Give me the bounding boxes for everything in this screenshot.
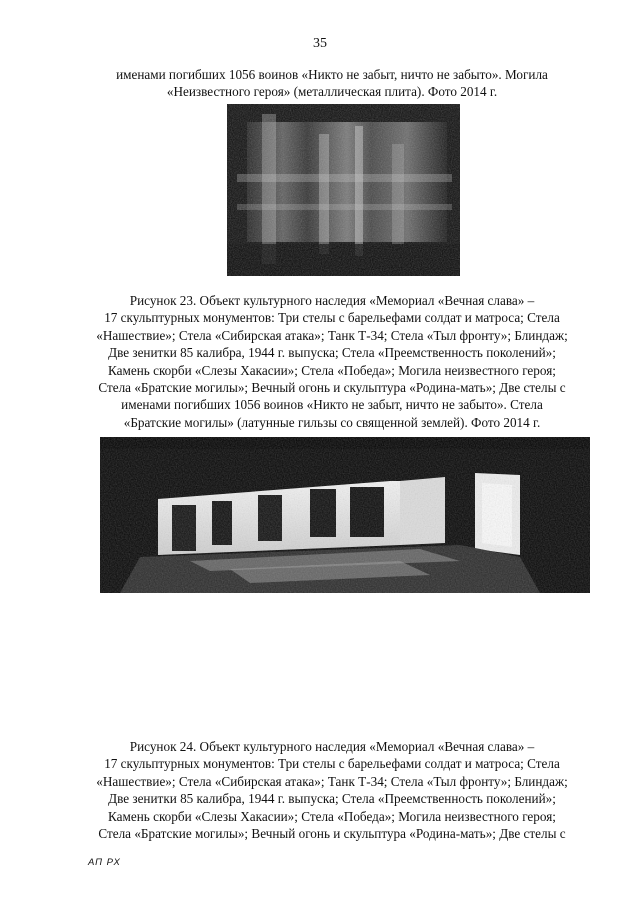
caption-line: «Братские могилы» (латунные гильзы со священной землей). Фото 2014 г. [123,414,541,430]
caption-line: Рисунок 23. Объект культурного наследия «Мемориал «Вечная слава» – [129,293,535,308]
caption-line: «Неизвестного героя» (металлическая плита). Фото 2014 г. [166,84,498,100]
figure-23-caption [82,292,582,431]
caption-line: Камень скорби «Слезы Хакасии»; Стела «Победа»; Могила неизвестного героя; [108,808,556,824]
archive-stamp: АП РХ [88,857,121,868]
caption-line: Рисунок 24. Объект культурного наследия «Мемориал «Вечная слава» – [129,739,535,754]
continued-caption [82,66,582,101]
caption-line: Стела «Братские могилы»; Вечный огонь и скульптура «Родина-мать»; Две стелы с [98,380,566,396]
caption-line: 17 скульптурных монументов: Три стелы с барельефами солдат и матроса; Стела [104,310,560,326]
caption-line: «Нашествие»; Стела «Сибирская атака»; Танк Т-34; Стела «Тыл фронту»; Блиндаж; [96,773,568,789]
caption-line: Стела «Братские могилы»; Вечный огонь и скульптура «Родина-мать»; Две стелы с [98,826,566,842]
photo-memorial-plate [227,104,460,276]
caption-line: именами погибших 1056 воинов «Никто не забыт, ничто не забыто». Стела [121,397,543,413]
caption-line: Две зенитки 85 калибра, 1944 г. выпуска; Стела «Преемственность поколений»; [108,791,556,807]
photo-brass-casings-stele-image [100,437,590,593]
photo-brass-casings-stele [100,437,590,593]
caption-line: «Нашествие»; Стела «Сибирская атака»; Танк Т-34; Стела «Тыл фронту»; Блиндаж; [96,327,568,343]
caption-line: Камень скорби «Слезы Хакасии»; Стела «Победа»; Могила неизвестного героя; [108,362,556,378]
figure-24-caption [82,738,582,842]
caption-line: именами погибших 1056 воинов «Никто не забыт, ничто не забыто». Могила [116,67,548,82]
photo-memorial-plate-image [227,104,460,276]
caption-line: 17 скульптурных монументов: Три стелы с барельефами солдат и матроса; Стела [104,756,560,772]
caption-line: Две зенитки 85 калибра, 1944 г. выпуска; Стела «Преемственность поколений»; [108,345,556,361]
page-number: 35 [313,36,327,51]
